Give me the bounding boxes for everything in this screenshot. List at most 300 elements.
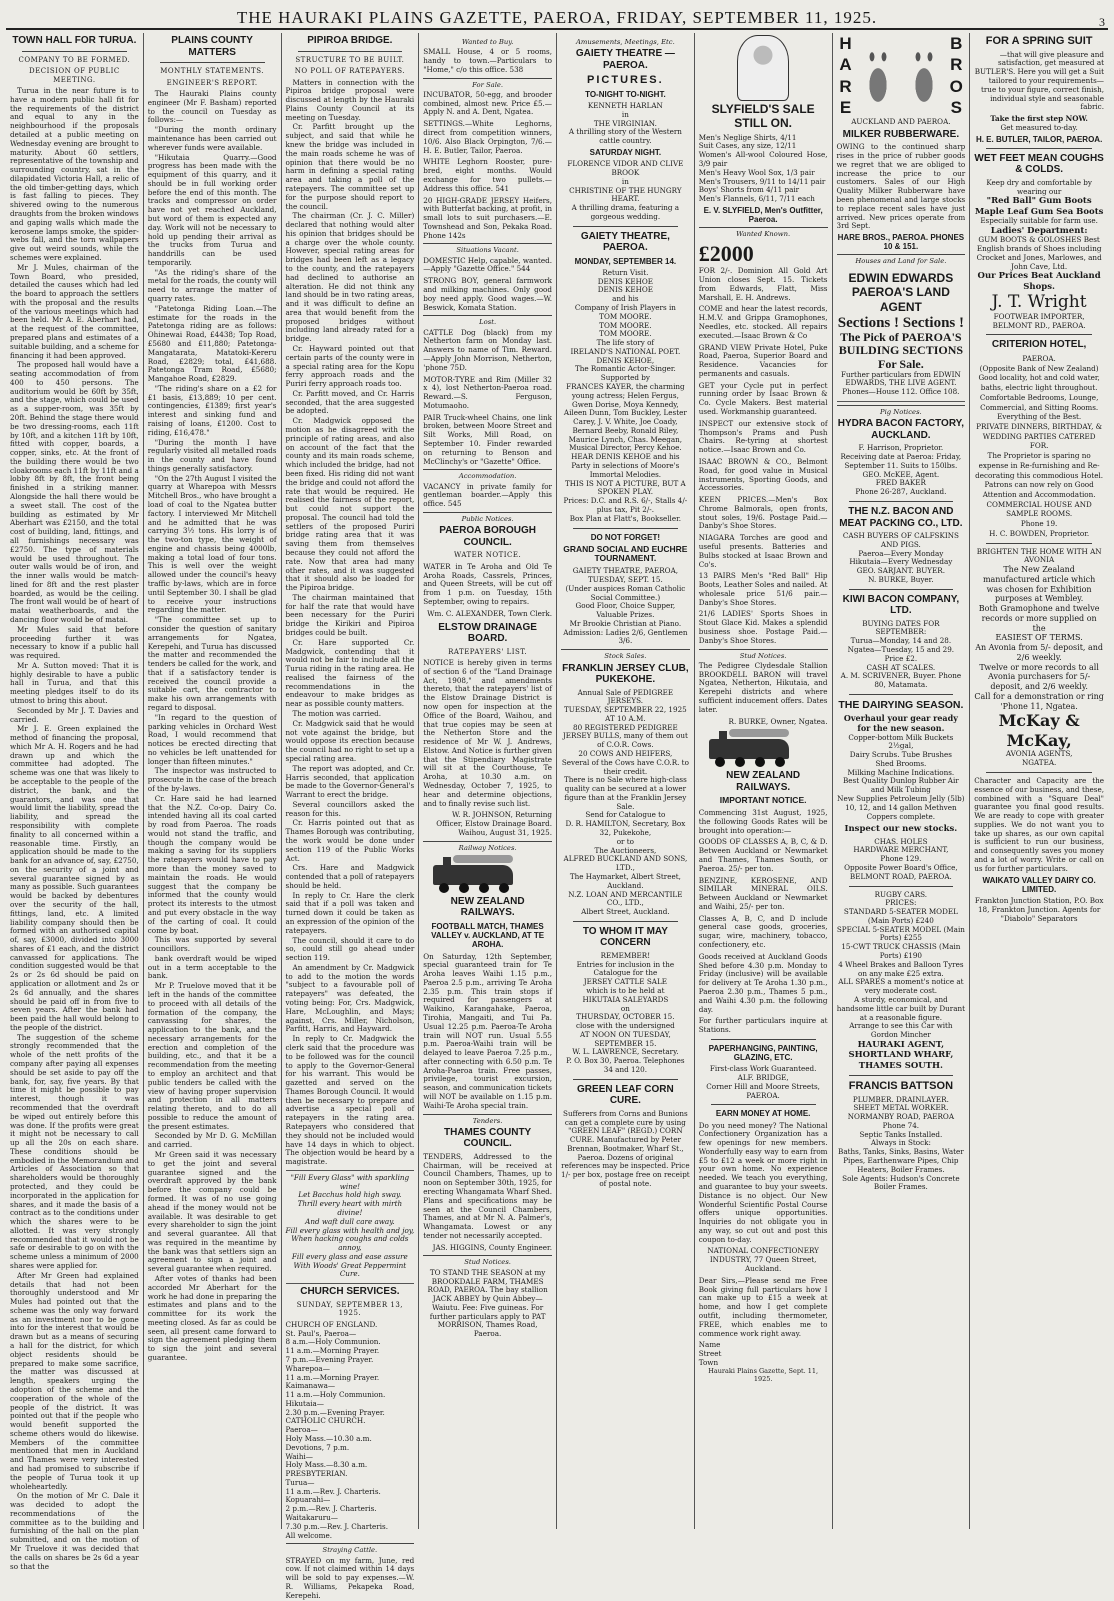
article-pipiroa (286, 79, 415, 1167)
spring-measure: Get measured to-day. (1000, 122, 1078, 132)
important-notice-item-1: GOODS OF CLASSES A, B, C, & D. Between Auckland or Newmarket and Thames, Thames South, or Paeroa. 25/- per ton. (698, 837, 828, 873)
article-pipiroa-item-17: In reply to Cr. Madgwick the clerk said that the procedure was to be followed was for the council to apply to the Governor-General for his warrant. This would be gazetted and served on the Thames Borough Council. It would then be necessary to prepare and advertise a special poll of ratepayers in the rating area. Ratepayers who considered that they should not be included would have 14 days in which to object. The objection would be heard by a magistrate. (285, 1034, 415, 1167)
article-pipiroa-item-1: Cr. Parfitt brought up the subject, and said that while he knew the bridge was included in the main roads scheme he was of opinion that there would be no harm in defining a special rating area and taking a poll of the ratepayers. The committee set up for the purpose should report to the council. (285, 122, 415, 211)
ladies-head: Ladies' Department: (990, 225, 1088, 236)
criterion-item-4: Everything of the Best. (997, 412, 1082, 422)
franklin-item-7: D. R. HAMILTON, Secretary, Box 32, Pukekohe, (565, 819, 686, 838)
euchre-item-3: Mr Brookie Christian at Piano. (569, 618, 682, 628)
nzbacon-item-0: CASH BUYERS OF CALFSKINS AND PIGS. (842, 531, 959, 549)
mckay (974, 750, 1104, 768)
article-town-hall-item-8: After Mr Green had explained details that had not been thoroughly understood and Mr Mules had pointed out that the scheme was the only way forward as an investment nor to be gone into for the interest that would be drawn but as a means of securing a hall for the district, for which object residents should be prepared to make some sacrifice, the matter was discussed at length, speakers urging the adoption of the scheme and the cooperation of the whole of the people of the district. It was pointed out that if the people who would benefit supported the scheme others would do likewise. Members of the committee mentioned that men in Auckland and Thames were very interested and had promised to subscribe if the people of Turua took it up wholeheartedly. (10, 1270, 139, 1491)
wetfeet-head: WET FEET MEAN COUGHS & COLDS. (974, 152, 1104, 176)
subhead-decision: DECISION OF PUBLIC MEETING. (29, 67, 120, 84)
article-county-matters-item-7: "On the 27th August I visited the quarry at Wharepoa with Messrs Mitchell Bros., who have brought a load of coal to the Ngatea butter factory. I interviewed Mr Mitchell and he admitted that he was carrying 3½ tons. His lorry is of the two-ton type, the weight of engine and chassis being 4000lb, making a total load of four tons. This is well over the weight allowed under the council's heavy traffic by-laws, which are in force until September 30. I shall be glad to receive your instructions regarding the matter. (147, 473, 277, 615)
mincher-item-1: SHORTLAND WHARF, (848, 1050, 954, 1061)
kiwi-head: KIWI BACON COMPANY, LTD. (842, 593, 960, 617)
film2-item-2: CHRISTINE OF THE HUNGRY HEART. (569, 185, 682, 204)
thames-head: THAMES COUNTY COUNCIL. (444, 1126, 532, 1150)
headline-plains-county: PLAINS COUNTY MATTERS (171, 35, 253, 58)
hare-letters-right-item-3: S (950, 97, 962, 117)
sections: Sections ! Sections ! (837, 314, 964, 331)
criterion-item-9: H. C. BOWDEN, Proprietor. (989, 528, 1090, 538)
criterion-item-7: COMMERCIAL HOUSE AND SAMPLE ROOMS. (986, 499, 1092, 519)
redball: "Red Ball" Gum Boots Maple Leaf Gum Sea Boots (974, 196, 1104, 217)
kehoe-item-6: TOM MOORE. (599, 320, 652, 330)
prices: Our Prices Beat Auckland Shops. (977, 271, 1101, 292)
article-pipiroa-item-3: Cr. Hayward pointed out that certain parts of the county were in a special rating area for the Kopu ferry approach roads and the Puriri ferry approach roads too. (285, 344, 415, 389)
article-pipiroa-item-11: Several councillors asked the reason for this. (285, 799, 415, 818)
church-listing-item-0: CHURCH OF ENGLAND. (285, 1319, 378, 1329)
spring-text: —that will give pleasure and satisfaction, get measured at BUTLER'S. Here you will get a Suit tailored to your requirements—true to your figure, correct finish, individual style and seasonable fabric. (974, 49, 1104, 112)
kiwi-item-1: Turua—Monday, 14 and 28. (850, 636, 952, 646)
column-7 (833, 33, 971, 1529)
euchre-item-4: Admission: Ladies 2/6, Gentlemen 3/6. (563, 627, 688, 646)
franklin-item-1: TUESDAY, SEPTEMBER 22, 1925 AT 10 A.M. (564, 705, 687, 723)
kehoe-item-4: Company of Irish Players in (574, 302, 676, 312)
hare-illustration-2 (904, 46, 944, 106)
hydra-item-0: F. Harrison, Proprietor. (858, 443, 944, 453)
church-listing-item-10: 2.30 p.m.—Evening Prayer. (285, 1407, 385, 1417)
dont-forget: DO NOT FORGET! (590, 532, 661, 542)
article-pipiroa-item-8: The motion was carried. (292, 709, 382, 719)
important-notice-item-3: Classes A, B, C, and D include general case goods, groceries, sugar, wire, machinery, tobacco, confectionery, etc. (698, 913, 828, 950)
criterion-item-5: PRIVATE DINNERS, BIRTHDAY, & WEDDING PARTIES CATERED FOR. (976, 421, 1103, 451)
water-head: WATER NOTICE. (453, 551, 522, 560)
kiwi-item-5: A. M. SCRIVENER, Buyer. Phone 80, Matamata. (840, 671, 962, 690)
stud6-sig: R. BURKE, Owner, Ngatea. (728, 716, 828, 726)
important-notice-item-4: Goods received at Auckland Goods Shed before 4.30 p.m. Monday to Friday (inclusive) will be available for delivery at Te Aroha 1.30 p.m., Paeroa 2.30 p.m., Thames 5 p.m., and Waihi 4.30 p.m. the following day. (698, 951, 828, 1014)
wanted-known-list-item-3: GET your Cycle put in perfect running order by Isaac Brown & Co. Cycle Makers. Best material used. Workmanship guaranteed. (698, 380, 828, 417)
franklin-item-2: 80 REGISTERED PEDIGREE JERSEY BULLS, many of them out of C.O.R. Cows. (562, 722, 688, 750)
avonia-item-3: An Avonia from 5/- deposit, and 2/6 weekly. (975, 643, 1104, 662)
kehoe-item-1: DENIS KEHOE (597, 276, 654, 286)
article-county-matters-item-5: "The riding's share on a £2 for £1 basis, £13,889; 10 per cent. contingencies, £1389; first year's interest and sinking fund and raising of loans, £1200. Cost to riding, £16,478." (147, 383, 277, 437)
gaiety-head: GAIETY THEATRE — PAEROA. (575, 48, 675, 71)
article-county-matters-item-8: "The committee set up to consider the question of sanitary arrangements for Ngatea, Kerepehi, and Turua has discussed the matter and recommended the tenders be called for the work, and that if a satisfactory tender is received the council provide a suitable cart, the contractor to make his own arrangements with regard to disposal. (147, 615, 277, 712)
criterion (974, 354, 1104, 539)
franklin-item-6: Send for Catalogue to (585, 810, 666, 820)
article-town-hall-item-7: The suggestion of the scheme strongly recommended that the whole of the nett profits of the company after paying all expenses should be set aside to pay off the bank, for, say, five years. By that time it might be possible to pay interest, though it was recommended that the overdraft be wiped out entirely before this was done. If the profits were great it might not be necessary to call up all the 20s on each share. These conditions should be embodied in the Memorandum and Articles of Association so that shareholders would be thoroughly protected, and they could be incorporated in the application for shares, and it made the basis of a contract as to the conditions under which the shares were to be allotted. It was very strongly recommended that it would not be safe or desirable to go on with the scheme unless a minimum of 2000 shares were applied for. (10, 1032, 139, 1270)
whom-item-3: which is to be held at (586, 985, 665, 995)
wanted-known-list-item-1: COME and hear the latest records, H.M.V. and Grippa Gramophones, Needles, etc. stocked. All repairs executed.—Isaac Brown & Co (698, 304, 828, 340)
earn-text: Do you need money? The National Confectionery Organization has a few openings for new members. Wonderfully easy way to earn from £5 to £12 a week or more right in your own home. No experience needed. We teach you everything, and guarantee to buy your sweets. Distance is no object. Our New Wonderful Scientific Postal Course offers unique opportunities. Inquiries do not obligate you in any way, so cut out and post this coupon to-day. (698, 1120, 828, 1244)
nzbacon-head: THE N.Z. BACON AND MEAT PACKING CO., LTD. (839, 506, 963, 529)
criterion-item-1: (Opposite Bank of New Zealand) (979, 363, 1099, 373)
battson-head: FRANCIS BATTSON (848, 1079, 954, 1092)
hydra (837, 444, 966, 497)
article-town-hall-item-2: The proposed hall would have a seating accommodation of from 400 to 450 persons. The auditorium would be 60ft by 35ft, and the stage, which could be used as a supper-room, was 35ft by 20ft. Behind the stage there would be two dressing-rooms, each 11ft by 10ft, and a kitchen 11ft by 10ft, fitted with copper, boards, a copper, sinks, etc. At the front of the building there would be two cloakrooms each 11ft by 11ft and a lobby 8ft by 8ft, the front being finished in a striking manner. Alongside the hall there would be a sweet stall. The cost of the building as estimated by Mr Aberhart was £2150, and the total cost of building, land, fittings, and all furnishings necessary was £2750. The type of materials would be used throughout. The outer walls would be of iron, and the inner walls would be match-lined for 8ft and the rest plaster boarded, as would be the ceiling. The front wall would be of heart of matai weatherboards, and the dancing floor would be of matai. (10, 360, 139, 624)
film1-item-1: in (621, 109, 629, 119)
wanted-known-list-item-8: 13 PAIRS Men's "Red Ball" Hip Boots, Leather Soles and nailed. At wholesale price 51/6 pair.—Danby's Shoe Stores. (698, 571, 828, 607)
church-listing-item-16: Holy Mass.—8.30 a.m. (285, 1460, 368, 1470)
railway-head: Railway Notices. (423, 841, 552, 852)
earn-head: EARN MONEY AT HOME. (715, 1109, 811, 1119)
whom-item-10: P. O. Box 30, Paeroa. Telephones 34 and 120. (566, 1056, 685, 1075)
dairy-item-0: Copper-bottom Milk Buckets 2½gal, (848, 732, 954, 751)
wanted-head: Wanted to Buy. (461, 38, 514, 46)
slyfield-items (699, 134, 828, 204)
slyfield-items-item-3: Men's Heavy Wool Sox, 1/3 pair (698, 167, 815, 177)
amusements-head: Amusements, Meetings, Etc. (576, 38, 675, 46)
elstow-sig: W. R. JOHNSON, Returning Officer, Elstow Drainage Board. Waihou, August 31, 1925. (436, 810, 552, 837)
wanted-known-list (699, 267, 828, 645)
wanted-known-list-item-9: 21/6 LADIES' Sports Shoes in Stout Glace Kid. Makes a splendid business shoe. Postage Paid.—Danby's Shoe Stores. (698, 609, 828, 645)
wanted-big: £2000 (698, 240, 754, 266)
wetfeet: Keep dry and comfortable by wearing our (986, 177, 1092, 196)
hare-letters-left (837, 33, 855, 118)
article-town-hall-item-6: Mr J. E. Green explained the method of financing the proposal, which Mr A. H. Rogers and he had drawn up and which the committee had adopted. The scheme was one that was likely to be acceptable to the people of the district, the bank, and the guarantors, and was one that would limit the liability, spread the liability, and spread the responsibility with complete finality to all concerned within a reasonable time. Firstly, an application should be made to the bank for an advance of, say, £2750, on the security of a joint and several guarantee signed by as many as possible. Such guarantees would be backed by debentures over the security of the hall, fittings, land, etc. A limited liability company should then be formed with an authorised capital of, say, £3000, divided into 3000 shares of £1 each, and the district canvassed for applications. The condition suggested would be that 2s or 2s 6d should be paid on application or allotment and 2s or 2s 6d annually, and the shares should be paid off in from five to seven years. After the bank had been paid the hall would belong to the people of the district. (10, 724, 139, 1032)
rugby-item-6: A sturdy, economical, and handsome little car built by Durant at a reasonable figure. (836, 994, 966, 1022)
redball2: Especially suitable for farm use. (980, 216, 1098, 226)
situations-head: Situations Vacant. (423, 243, 552, 254)
waikato: Frankton Junction Station, P.O. Box 18, Frankton Junction. Agents for "Diabolo" Separators (974, 895, 1104, 923)
wanted-known-list-item-0: FOR 2/-. Dominion All Gold Art Union closes Sept. 15. Tickets from Edwards, Flatt, Miss Marshall, E. H. Andrews. (698, 266, 828, 302)
hare-letters-right-item-0: B (950, 34, 963, 53)
wright-head: J. T. Wright (991, 292, 1087, 313)
whom (561, 952, 690, 1075)
kehoe-item-3: and his (612, 294, 639, 304)
kiwi-item-3: Price £2. (884, 653, 918, 663)
stud6-text: The Pedigree Clydesdale Stallion BROOKDELL BARON will travel Ngatea, Netherton, Hikutaia, and Kerepehi districts and where sufficient inducement offers. Dates later. (698, 660, 828, 714)
slyfield-sig: E. V. SLYFIELD, Men's Outfitter, Paeroa. (703, 205, 823, 225)
film2-item-0: FLORENCE VIDOR AND CLIVE BROOK (567, 159, 684, 177)
coupon-foot: Hauraki Plains Gazette, Sept. 11, 1925. (708, 1366, 819, 1383)
monday: MONDAY, SEPTEMBER 14. (574, 256, 677, 266)
paper-head: PAPERHANGING, PAINTING, GLAZING, ETC. (708, 1043, 818, 1063)
article-county-matters-item-14: Mr P. Truelove moved that it be left in the hands of the committee to proceed with all details of the formation of the company, the canvassing for shares, the application to the bank, and the necessary arrangements for the erection and completion of the building, etc., and that it be a recommendation from the meeting to employ an architect and that public tenders be called with the view of having proper supervision and protection in all matters relating thereto, and to do all possible to reduce the amount of the present estimates. (147, 981, 277, 1131)
kehoe-item-0: Return Visit. (602, 267, 649, 277)
hare-illustration (858, 46, 898, 106)
film1-item-2: THE VIRGINIAN. (593, 118, 657, 128)
lost-list-item-2: PAIR Truck-wheel Chains, one link broken, between Moore Street and Silt Works, Mill Road, on September 10. Finder rewarded on returning to Benson and McClinchy's or "Gazette" Office. (423, 412, 552, 466)
edwards-head: EDWIN EDWARDS PAEROA'S LAND AGENT (848, 270, 954, 314)
battson-item-0: PLUMBER. DRAINLAYER. (852, 1094, 949, 1104)
accom-item: VACANCY in private family for gentleman boarder.—Apply this office. 545 (423, 481, 552, 509)
columns (6, 33, 1108, 1600)
headline-town-hall: TOWN HALL FOR TURUA. (12, 35, 137, 46)
saturday: SATURDAY NIGHT. (589, 148, 662, 158)
spring-now: Take the first step NOW. (990, 114, 1088, 124)
church-listing-item-3: 11 a.m.—Morning Prayer. (285, 1346, 380, 1356)
rugby-item-1: STANDARD 5-SEATER MODEL (Main Ports) £240 (843, 907, 958, 925)
euchre-item-2: Good Floor, Choice Supper, Valuable Prizes. (575, 601, 676, 620)
article-county-matters-item-10: The inspector was instructed to prosecute in the case of the breach of the by-laws. (147, 766, 277, 793)
mincher-item-2: THAMES SOUTH. (858, 1060, 943, 1071)
kehoe-item-12: Supported by (600, 373, 650, 383)
important-notice-head: IMPORTANT NOTICE. (719, 795, 807, 806)
dairy-item-2: Shed Brooms. (875, 758, 927, 768)
accom-head: Accommodation. (423, 469, 552, 480)
forsale-list-item-2: WHITE Leghorn Rooster, pure-bred, eight months. Would exchange for two pullets.—Address this office. 541 (423, 157, 552, 193)
rugby-item-0: PRICES: (885, 898, 917, 908)
wright: FOOTWEAR IMPORTER, BELMONT RD., PAEROA. (992, 311, 1086, 330)
ad-peppermint-item-7: With Woods' Great Peppermint Cure. (293, 1260, 407, 1279)
straying-text: STRAYED on my farm, June, red cow. If not claimed within 14 days will be sold to pay expenses.—W. R. Williams, Pekapeka Road, Kerepehi. (285, 1555, 415, 1600)
franklin-item-4: Several of the Cows have C.O.R. to their credit. (561, 757, 689, 776)
battson-item-6: Baths, Tanks, Sinks, Basins, Water Pipes, Earthenware Pipes, Chip Heaters, Boiler Frames. (838, 1147, 964, 1174)
hydra-item-2: GEO. McKEE, Agent. (862, 469, 940, 479)
masthead-title: THE HAURAKI PLAINS GAZETTE, PAEROA, FRIDAY, SEPTEMBER 11, 1925. (236, 8, 878, 27)
kehoe (561, 269, 690, 524)
water-sig: Wm. C. ALEXANDER, Town Clerk. (427, 608, 552, 618)
article-pipiroa-item-12: Cr. Harris pointed out that as Thames Borough was contributing, the work would be done under section 119 of the Public Works Act. (285, 818, 415, 863)
subhead-engineer: ENGINEER'S REPORT. (166, 78, 258, 87)
battson-item-1: SHEET METAL WORKER. (853, 1103, 949, 1113)
nzr-head: NEW ZEALAND RAILWAYS. (450, 895, 525, 919)
article-town-hall-item-0: Turua in the near future is to have a modern public hall fit for the requirements of the district and equal to any in the neighbourhood if the proposals detailed at a public meeting on Wednesday evening are brought to maturity. About 60 settlers, representative of the township and surrounding country, sat in the dilapidated Victoria Hall, a relic of the old timber-getting days, which is fast falling to pieces. They shivered owing to the numerous draughts from the broken windows and gaping walls which made the kerosene lamps smoke, the spider-webs fall, and the torn wallpapers give out weird sounds, while the schemes were explained. (10, 86, 139, 262)
slyfield-items-item-4: Men's Trousers, 9/11 to 14/11 pair (698, 176, 826, 186)
church-listing-item-17: PRESBYTERIAN. (285, 1469, 348, 1479)
lost-list-item-0: CATTLE Dog (black) from my Netherton farm on Monday last. Answers to name of Tim. Reward.—Apply John Morrison, Netherton, 'phone 75D. (423, 327, 552, 372)
criterion-item-6: The Proprietor is sparing no expense in Re-furnishing and Re-decorating this commodious Hotel. Patrons can now rely on Good Attention and Accommodation. (975, 451, 1104, 499)
article-pipiroa-item-2: The chairman (Cr. J. C. Miller) declared that nothing would alter his opinion that bridges should be a charge over the whole county. However, special rating areas for bridges had been left as a legacy to the county, and the ratepayers had declined to authorise an alteration. He did not think any land should be in two rating areas, and it was difficult to define an area that would benefit from the proposed bridges without including land already rated for a bridge. (285, 211, 415, 344)
stock-head: Stock Sales. (561, 649, 690, 660)
situations-list-item-0: DOMESTIC Help, capable, wanted.—Apply "Gazette Office." 544 (423, 255, 552, 274)
holes-item-1: Phone 129. (880, 854, 922, 864)
pick: The Pick of PAEROA'S BUILDING SECTIONS For Sale. (838, 330, 964, 371)
hare-letters-left-item-2: R (839, 76, 852, 96)
hare-letters-left-item-3: E (839, 97, 852, 117)
column-4 (419, 33, 557, 1529)
avonia-item-2: EASIEST OF TERMS. (995, 633, 1083, 643)
church-listing-item-15: Waihi— (285, 1451, 313, 1461)
dairy (837, 734, 966, 822)
pictures-head: PICTURES. (587, 74, 664, 87)
nzbacon-item-1: Paeroa—Every Monday (858, 548, 944, 558)
church-listing-item-22: Waitakaruru— (285, 1513, 338, 1522)
tenders-head: Tenders. (423, 1114, 552, 1125)
article-county-matters-item-6: "During the month I have regularly visited all metalled roads in the county and have found things generally satisfactory. (147, 437, 277, 473)
kehoe-item-7: TOM MOORE. (599, 329, 652, 339)
football-text: On Saturday, 12th September, special guaranteed train for Te Aroha leaves Waihi 1.15 p.m., Paeroa 2.5 p.m., arriving Te Aroha 2.35 p.m. This train stops if required for passengers at Waikino, Karangahake, Paeroa, Tirohia, Mangaiti, and Tui Pa. Usual 12.25 p.m. Paeroa-Te Aroha train will NOT run. Usual 5.55 p.m. Paeroa-Waihi train will be delayed to leave Paeroa 7.25 p.m., after connecting with 6.50 p.m. Te Aroha-Paeroa train. Free passes, privilege, tourist excursion, season, and communication tickets will NOT be available on 1.15 p.m. Waihi-Te Aroha special train. (423, 951, 552, 1110)
rugby-item-2: SPECIAL 5-SEATER MODEL (Main Ports) £255 (836, 924, 965, 943)
film1 (561, 102, 690, 146)
article-town-hall-item-5: Seconded by Mr J. T. Davies and carried. (10, 705, 139, 724)
article-county-matters-item-0: The Hauraki Plains county engineer (Mr F. Basham) reported to the council on Tuesday as follows:— (147, 89, 277, 125)
wanted-known-head: Wanted Known. (699, 227, 828, 238)
article-pipiroa-item-4: Cr. Parfitt moved, and Cr. Harris seconded, that the area suggested be adopted. (285, 388, 415, 416)
article-pipiroa-item-0: Matters in connection with the Pipiroa bridge proposal were discussed at length by the Hauraki Plains County Council at its meeting on Tuesday. (285, 77, 415, 122)
column-6 (695, 33, 833, 1529)
church-listing-item-23: 7.30 p.m.—Rev. J. Charteris. (285, 1521, 388, 1531)
nzbacon-item-4: N. BURKE, Buyer. (868, 574, 934, 584)
franklin-item-8: or to (616, 836, 634, 846)
church-listing-item-8: 11 a.m.—Holy Communion. (285, 1390, 386, 1400)
holes-head: CHAS. HOLES (874, 836, 928, 846)
article-county-matters-item-11: Cr. Hare said he had learned that the N.Z. Co-op. Dairy Co. intended having all its coal carted by road from Paeroa. The roads would not stand the traffic, and though the company would be making a saving for its suppliers the ratepayers would have to pay more than the money saved to maintain the roads. He would suggest that the company be informed that the county would protect its interests to the utmost and put every obstacle in the way of the carting of coal. It could come by boat. (147, 793, 277, 935)
ad-peppermint-item-5: When hacking coughs and colds annoy, (291, 1234, 409, 1253)
hare-sig: HARE BROS., PAEROA. PHONES 10 & 151. (837, 233, 965, 252)
church-listing-item-13: Holy Mass.—10.30 a.m. (285, 1433, 372, 1443)
kehoe-item-10: DENIS KEHOE, (596, 355, 655, 365)
inspect: Inspect our new stocks. (844, 824, 958, 835)
dairy-sub: Overhaul your gear ready for the new season. (843, 713, 958, 733)
whom-item-4: HIKUTAIA SALEYARDS (582, 994, 669, 1004)
church-services-head: CHURCH SERVICES. (300, 1286, 400, 1298)
headline-pipiroa: PIPIROA BRIDGE. (307, 35, 393, 46)
slyfield-items-item-5: Boys' Shorts from 4/11 pair (698, 185, 800, 195)
article-county-matters-item-12: This was supported by several councillors. (147, 935, 277, 954)
avonia-item-4: Twelve or more records to all Avonia purchasers for 5/- deposit, and 2/6 weekly. (979, 662, 1099, 692)
wanted-known-list-item-2: GRAND VIEW Private Hotel, Puke Road, Paeroa, Superior Board and Residence. Vacancies for permanents and casuals. (698, 342, 828, 378)
dairy-item-5: New Supplies Petroleum Jelly (5lb) 10, 12, and 14 gallon Methven Coppers complete. (837, 793, 965, 821)
ladies: GUM BOOTS & GOLOSHES Best English brands of Shoes including Crocket and Jones, Marlowes, and John Cave, Ltd. (976, 235, 1102, 271)
coupon-fields (699, 1341, 828, 1367)
important-notice-item-0: Commencing 31st August, 1925, the following Goods Rates will be brought into operation:— (698, 808, 828, 835)
rugby-item-3: 15-CWT TRUCK CHASSIS (Main Ports) £190 (841, 942, 961, 961)
ad-peppermint-item-4: Fill every glass with health and joy, (285, 1225, 415, 1235)
subhead-monthly: MONTHLY STATEMENTS. (160, 67, 264, 75)
paper (699, 1065, 828, 1100)
mincher-item-0: HAURAKI AGENT, (857, 1039, 945, 1050)
euchre (561, 567, 690, 646)
church-listing-item-24: All welcome. (285, 1530, 332, 1540)
criterion-item-3: Comfortable Bedrooms, Lounge, Commercial, and Sitting Rooms. (979, 392, 1099, 412)
subhead-company: COMPANY TO BE FORMED. (18, 55, 131, 64)
whom-item-0: REMEMBER! (600, 950, 651, 960)
ad-peppermint (286, 1170, 415, 1284)
kiwi-item-4: CASH AT SCALES. (866, 662, 936, 672)
franklin-item-13: Albert Street, Auckland. (581, 907, 670, 917)
subhead-no-poll: NO POLL OF RATEPAYERS. (294, 67, 405, 76)
kiwi-item-0: BUYING DATES FOR SEPTEMBER: (862, 618, 940, 637)
hydra-head: HYDRA BACON FACTORY, AUCKLAND. (837, 418, 965, 441)
church-listing-item-18: Turua— (285, 1477, 315, 1487)
wanted-known-list-item-4: INSPECT our extensive stock of Thompson's Prams and Push Chairs. Re-tyring at shortest notice.—Isaac Brown and Co. (698, 418, 828, 455)
rugby-item-7: Arrange to see this Car with (849, 1021, 953, 1031)
battson (837, 1096, 966, 1193)
wanted-known-list-item-6: KEEN PRICES.—Men's Box Chrome Balmorals, open fronts, stout soles, 19/6. Postage Paid.—Danby's Shoe Stores. (698, 495, 828, 531)
franklin-item-9: The Auctioneers, (594, 845, 657, 855)
coupon-fields-item-0: Name (698, 1340, 721, 1350)
forsale-list-item-0: INCUBATOR, 50-egg, and brooder combined, almost new. Price £5.—Apply N. and A. Dent, Ngatea. (423, 89, 552, 117)
battson-item-7: Sole Agents: Hudson's Concrete Boiler Frames. (842, 1173, 960, 1192)
hare-letters-left-item-0: H (839, 34, 852, 53)
hare-letters-right (947, 33, 965, 118)
elstow-head: ELSTOW DRAINAGE BOARD. (438, 621, 537, 644)
church-listing-item-21: 2 p.m.—Rev. J. Charteris. (285, 1504, 377, 1514)
situations-list (423, 257, 552, 313)
battson-item-2: NORMANBY ROAD, PAEROA (847, 1112, 955, 1122)
article-county-matters-item-3: "As the riding's share of the metal for the roads, the county will need to arrange the matter of quarry rates. (147, 267, 277, 304)
forsale-head: For Sale. (423, 78, 552, 89)
article-pipiroa-item-7: Cr. Hare supported Cr. Madgwick, contending that it would not be fair to include all the Turua riding in the rating area. He realised the fairness of the recommendations in the endeavour to make bridges as near as possible county matters. (285, 637, 415, 709)
article-county-matters-item-9: "In regard to the question of parking vehicles in Orchard West Road, I would recommend that notices be erected directing that no vehicles be left unattended for longer than fifteen minutes." (147, 712, 277, 766)
nzbacon-item-3: GEO. SARJANT. BUYER. (856, 566, 945, 576)
article-pipiroa-item-6: The chairman maintained that for half the rate that would have been necessary for the Puriri bridge the Kirikiri and Pipiroa bridges could be built. (285, 592, 415, 637)
franklin (561, 689, 690, 917)
wanted-known-list-item-5: ISAAC BROWN & CO., Belmont Road, for good value in Musical instruments, Sporting Goods, and Accessories. (698, 456, 828, 493)
article-county-matters-item-2: "Hikutaia Quarry.—Good progress has been made with the equipment of this quarry, and it should be in full working order before the end of this month. The tracks and compressor on order have not yet reached Auckland, but word of them is expected any day. Work will not be necessary to hold up pending their arrival as the trucks from Turua and handdrills can be used temporarily. (147, 152, 277, 267)
article-county-matters-item-13: bank overdraft would be wiped out in a term acceptable to the bank. (147, 953, 277, 981)
church-listing-item-5: Wharepoa— (285, 1363, 330, 1373)
masthead (6, 6, 1108, 30)
dairy-item-4: Best Quality Dunlop Rubber Air and Milk Tubing (843, 776, 959, 795)
coupon-fields-item-2: Town (698, 1357, 719, 1367)
mincher (837, 1040, 966, 1071)
avonia-item-1: Both Gramophone and twelve records or more supplied on the (978, 604, 1100, 633)
battson-item-5: Always in Stock: (870, 1138, 931, 1148)
film1-item-0: KENNETH HARLAN (587, 101, 663, 111)
article-pipiroa-item-5: Cr. Madgwick opposed the motion as he disagreed with the principle of rating areas, and also on account of the fact that the county and its main roads scheme, which included the bridge, had not been fixed. His riding did not want the bridge and could not afford the rate that would be required. He realised the fairness of the report, but could not support the proposal. The council had told the settlers of the proposed Puriri bridge rating area that it was saving them from themselves because they could not afford the rate. Now that area had many other rates, and it was suggested that it should also be loaded for the Pipiroa bridge. (285, 416, 415, 593)
criterion-item-2: Good locality, hot and cold water, baths, electric light throughout. (978, 373, 1100, 393)
important-notice-item-5: For further particulars inquire at Stations. (698, 1016, 828, 1035)
battson-item-4: Septic Tanks Installed. (859, 1129, 943, 1139)
lost-head: Lost. (423, 315, 552, 326)
church-listing-item-9: Hikutaia— (285, 1398, 324, 1408)
dairy-item-3: Milking Machine Indications. (847, 767, 955, 777)
straying-head: Straying Cattle. (286, 1543, 415, 1554)
whom-item-7: close with the undersigned (575, 1021, 675, 1031)
forsale-list (423, 91, 552, 241)
euchre-item-0: GAIETY THEATRE, PAEROA, TUESDAY, SEPT. 15. (572, 566, 679, 585)
avonia-head: BRIGHTEN THE HOME WITH AN AVONIA (976, 546, 1102, 565)
paper-item-2: Corner Hill and Moore Streets, PAEROA. (706, 1081, 820, 1100)
train-illustration-2 (701, 729, 826, 767)
paper-item-1: ALF. BRIDGE, (737, 1073, 789, 1082)
forsale-list-item-3: 20 HIGH-GRADE JERSEY Heifers, with Butterfat backing, at profit, in small lots to suit purchasers.—E. Townshead and Son, Pekaka Road. Phone 142s (423, 195, 552, 240)
ad-peppermint-item-1: Let Bacchus hold high sway. (298, 1190, 402, 1200)
article-pipiroa-item-13: Crs. Hare and Madgwick contended that a poll of ratepayers should be held. (285, 863, 415, 890)
subhead-structure: STRUCTURE TO BE BUILT. (295, 55, 405, 64)
page-number: 3 (1099, 15, 1106, 29)
hydra-item-3: FRED BAKER (875, 478, 926, 488)
article-pipiroa-item-16: An amendment by Cr. Madgwick to add to the motion the words "subject to a favourable poll of ratepayers" was defeated, the voting being: For, Crs. Madgwick, Hare, McLoughlin, and Mays; against, Crs. Miller, Nicholson, Parfitt, Harris, and Hayward. (285, 962, 415, 1034)
hare-head: MILKER RUBBERWARE. (842, 128, 960, 140)
important-notice (699, 809, 828, 1035)
article-town-hall-item-1: Mr J. Mules, chairman of the Town Board, who presided, detailed the causes which had led the board to approach the settlers with the proposal and the results of the various meetings which had been held. Mr A. E. Aberhart had, at the request of the committee, prepared plans and estimates of a suitable building, and a scheme for financing it had been approved. (10, 262, 139, 360)
criterion-item-8: Phone 19. (1020, 519, 1058, 529)
article-pipiroa-item-14: In reply to Cr. Hare the clerk said that if a poll was taken and turned down it could be taken as an expression of the opinion of the ratepayers. (285, 890, 415, 935)
dairy-item-1: Dairy Scrubs. Tube Brushes (849, 750, 952, 760)
train-illustration (425, 855, 550, 893)
whom-head: TO WHOM IT MAY CONCERN (582, 925, 668, 949)
article-pipiroa-item-9: Cr. Madgwick said that he would not vote against the bridge, but would oppose its erection because the council had no right to set up a special rating area. (285, 718, 415, 763)
whom-item-1: Entries for inclusion in the Catalogue for the (576, 959, 675, 978)
character: Character and Capacity are the essence of our business, and these, combined with a "Square Deal" guarantee you final good results. We are ready to cope with greater supplies. We do not want you to take up shares, as our own capital is sufficient to run our business, and consequently saves you money and a lot of worry. Write or call on us for further particulars. (974, 775, 1104, 873)
butler-sig: H. E. BUTLER, TAILOR, PAEROA. (975, 134, 1103, 144)
kiwi (837, 620, 966, 690)
film1-item-3: A thrilling story of the Western cattle country. (568, 127, 682, 146)
nzbacon (837, 532, 966, 585)
article-county-matters-item-15: Seconded by Mr D. G. McMillan and carried. (147, 1131, 277, 1150)
mincher-head: Gordon Mincher (870, 1030, 931, 1040)
earn-org: NATIONAL CONFECTIONERY INDUSTRY, 77 Queen Street, Auckland. (707, 1246, 819, 1274)
nzr6-head: NEW ZEALAND RAILWAYS. (726, 770, 801, 793)
column-2 (144, 33, 282, 1529)
column-3 (282, 33, 420, 1600)
church-listing-item-11: CATHOLIC CHURCH. (285, 1416, 366, 1426)
hare-letters-right-item-2: O (949, 76, 963, 96)
slyfield-items-item-1: Suit Cases, any size, 12/11 (698, 141, 797, 151)
lost-list-item-1: MOTOR-TYRE and Rim (Miller 32 x 4), lost Netherton-Paeroa road. Reward.—S. Ferguson, Motumaoho. (423, 374, 552, 410)
article-town-hall-item-4: Mr A. Sutton moved: That it is highly desirable to have a public hall in Turua, and that this meeting pledges itself to do its utmost to bring this about. (10, 660, 139, 705)
kehoe-item-16: Prices: D.C. and R.S. 6/-, Stalls 4/- plus tax, Pit 2/-. (563, 496, 688, 514)
article-county-matters-item-17: After votes of thanks had been accorded Mr Aberhart for the work he had done in preparing the estimates and plans and to the committee for its work the meeting closed. As far as could be seen, all present came forward to sign the agreement pledging them to sign the joint and several guarantee. (147, 1273, 277, 1362)
holes (837, 846, 966, 881)
franklin-item-3: 20 COWS AND HEIFERS, (578, 749, 673, 759)
column-1 (6, 33, 144, 1571)
dairy-head: THE DAIRYING SEASON. (838, 698, 964, 711)
church-date: SUNDAY, SEPTEMBER 13, 1925. (296, 1300, 404, 1318)
rugby-item-5: ALL SPARES a moment's notice at very moderate cost. (838, 977, 964, 996)
situations-list-item-1: STRONG BOY, general farmwork and milking machines. Only good boy need apply. Good wages.—W. Beswick, Komata Station. (423, 276, 552, 312)
hare-bros-logo (837, 33, 966, 118)
wanted-item: SMALL House, 4 or 5 rooms, handy to town.—Particulars to "Home," c/o this office. 538 (423, 47, 552, 74)
football-head: FOOTBALL MATCH, THAMES VALLEY v. AUCKLAND, AT TE AROHA. (431, 921, 545, 950)
article-pipiroa-item-10: The report was adopted, and Cr. Harris seconded, that application be made to the Governor-General's Warrant to erect the bridge. (285, 763, 415, 800)
hare-letters-left-item-1: A (839, 55, 852, 75)
